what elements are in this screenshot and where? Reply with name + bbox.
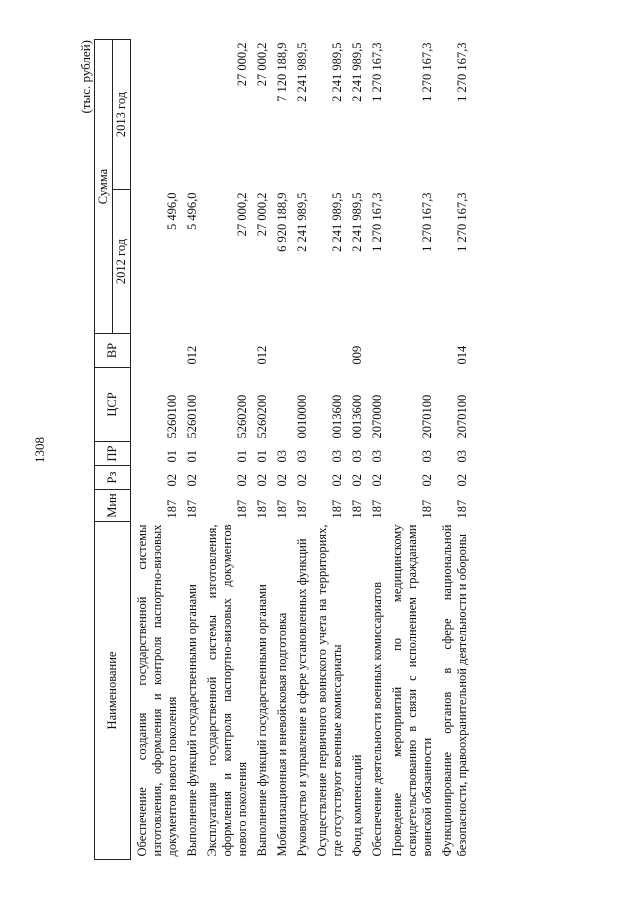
cell-csr: 5260100	[165, 394, 179, 439]
cell-name: Обеспечение создания государственной системы изготовления, оформления и контроля паспортно-визовых документов нового поколения	[135, 524, 179, 857]
cell-vr	[386, 334, 436, 368]
page-number: 1308	[32, 437, 47, 463]
cell-rz: 02	[165, 474, 179, 487]
unit-note: (тыс. рублей)	[78, 40, 93, 114]
table-row	[436, 40, 471, 860]
cell-name: Выполнение функций государственными органами	[185, 584, 199, 857]
cell-csr: 2070100	[420, 394, 434, 439]
header-year-2012: 2012 год	[113, 190, 131, 334]
cell-csr: 0013600	[330, 394, 344, 439]
cell-pr: 03	[330, 450, 344, 463]
cell-name: Функционирование органов в сфере национальной безопасности, правоохранительной деятельности и обороны	[440, 524, 469, 857]
cell-min: 187	[185, 499, 199, 519]
cell-2013: 27 000,2	[255, 42, 269, 87]
cell-min: 187	[165, 499, 179, 519]
cell-name: Фонд компенсаций	[350, 754, 364, 857]
table-row	[251, 40, 271, 860]
cell-min: 187	[420, 499, 434, 519]
cell-2012: 5 496,0	[185, 192, 199, 230]
cell-name: Обеспечение деятельности военных комиссариатов	[370, 581, 384, 857]
header-sum: Сумма	[95, 40, 113, 334]
cell-2013: 2 241 989,5	[330, 42, 344, 102]
cell-min: 187	[330, 499, 344, 519]
cell-min: 187	[350, 499, 364, 519]
header-year-2013: 2013 год	[113, 40, 131, 190]
cell-2012: 27 000,2	[235, 192, 249, 237]
table-body	[131, 40, 472, 860]
cell-rz: 02	[420, 474, 434, 487]
cell-vr	[131, 334, 182, 368]
cell-pr: 01	[235, 450, 249, 463]
cell-rz: 02	[350, 474, 364, 487]
header-vr: ВР	[95, 334, 131, 368]
cell-rz: 02	[255, 474, 269, 487]
cell-name: Эксплуатация государственной системы изготовления, оформления и контроля паспортно-визовых документов нового поколения	[205, 524, 249, 857]
cell-name: Выполнение функций государственными органами	[255, 584, 269, 857]
cell-2012: 5 496,0	[165, 192, 179, 230]
cell-2013: 27 000,2	[235, 42, 249, 87]
header-rz: Рз	[95, 466, 131, 490]
cell-min: 187	[455, 499, 469, 519]
cell-min: 187	[295, 499, 309, 519]
cell-2012: 6 920 188,9	[275, 192, 289, 252]
table-row	[366, 40, 386, 860]
cell-vr: 012	[255, 345, 269, 365]
cell-2012: 1 270 167,3	[455, 192, 469, 252]
cell-rz: 02	[275, 474, 289, 487]
cell-rz: 02	[330, 474, 344, 487]
table-row	[311, 40, 346, 860]
cell-2012: 2 241 989,5	[350, 192, 364, 252]
table-row	[131, 40, 182, 860]
table-row	[386, 40, 436, 860]
header-name: Наименование	[95, 522, 131, 860]
cell-2013: 1 270 167,3	[420, 42, 434, 102]
cell-pr: 01	[185, 450, 199, 463]
cell-min: 187	[255, 499, 269, 519]
cell-2013: 1 270 167,3	[455, 42, 469, 102]
cell-pr: 03	[295, 450, 309, 463]
cell-name: Мобилизационная и вневойсковая подготовка	[275, 612, 289, 857]
cell-csr: 5260200	[255, 394, 269, 439]
cell-2012: 1 270 167,3	[370, 192, 384, 252]
cell-rz: 02	[295, 474, 309, 487]
cell-2012: 1 270 167,3	[420, 192, 434, 252]
cell-csr	[271, 368, 291, 442]
cell-csr: 0013600	[350, 394, 364, 439]
table-row	[201, 40, 251, 860]
cell-vr	[311, 334, 346, 368]
cell-pr: 03	[370, 450, 384, 463]
cell-2013: 7 120 188,9	[275, 42, 289, 102]
cell-min: 187	[370, 499, 384, 519]
cell-pr: 01	[165, 450, 179, 463]
cell-2012: 2 241 989,5	[295, 192, 309, 252]
cell-vr: 012	[185, 345, 199, 365]
cell-vr	[201, 334, 251, 368]
cell-rz: 02	[235, 474, 249, 487]
cell-2012: 27 000,2	[255, 192, 269, 237]
cell-pr: 03	[350, 450, 364, 463]
cell-csr: 5260200	[235, 394, 249, 439]
cell-name: Руководство и управление в сфере установленных функций	[295, 538, 309, 857]
cell-pr: 03	[420, 450, 434, 463]
budget-table	[94, 39, 471, 860]
cell-pr: 01	[255, 450, 269, 463]
cell-rz: 02	[185, 474, 199, 487]
header-pr: ПР	[95, 442, 131, 466]
cell-pr: 03	[455, 450, 469, 463]
cell-csr: 2070000	[370, 394, 384, 439]
cell-vr: 009	[350, 345, 364, 365]
cell-2013: 2 241 989,5	[350, 42, 364, 102]
cell-name: Проведение мероприятий по медицинскому освидетельствованию в связи с исполнением гражданами воинской обязанности	[390, 524, 434, 857]
table-row	[181, 40, 201, 860]
rotated-table-area	[78, 40, 548, 860]
table-row	[271, 40, 291, 860]
cell-pr: 03	[275, 450, 289, 463]
cell-rz: 02	[370, 474, 384, 487]
table-row	[291, 40, 311, 860]
cell-min: 187	[275, 499, 289, 519]
cell-2012: 2 241 989,5	[330, 192, 344, 252]
cell-csr: 0010000	[295, 394, 309, 439]
header-csr: ЦСР	[95, 368, 131, 442]
table-row	[346, 40, 366, 860]
cell-name: Осуществление первичного воинского учета на территориях, где отсутствуют военные комиссариаты	[315, 524, 344, 857]
cell-2013: 1 270 167,3	[370, 42, 384, 102]
cell-min: 187	[235, 499, 249, 519]
cell-rz: 02	[455, 474, 469, 487]
cell-csr: 2070100	[455, 394, 469, 439]
cell-2013	[181, 40, 201, 190]
cell-vr	[366, 334, 386, 368]
header-min: Мин	[95, 490, 131, 522]
cell-vr	[291, 334, 311, 368]
cell-vr: 014	[455, 345, 469, 365]
cell-vr	[271, 334, 291, 368]
cell-2013: 2 241 989,5	[295, 42, 309, 102]
cell-csr: 5260100	[185, 394, 199, 439]
cell-2013	[131, 40, 182, 190]
